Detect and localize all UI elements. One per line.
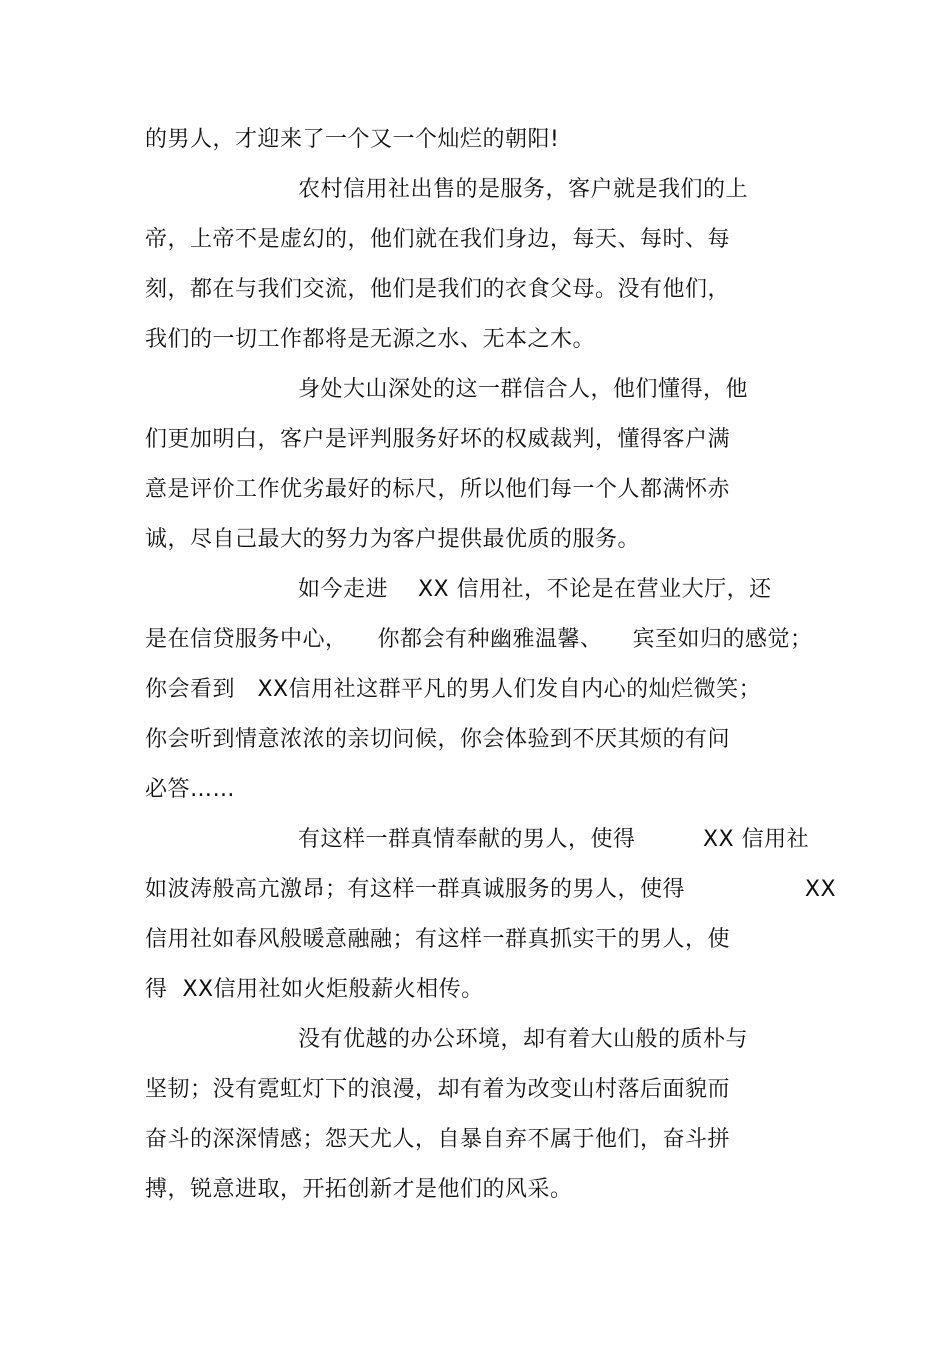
paragraph-first-line: 有这样一群真情奉献的男人，使得 XX 信用社 [298,827,810,852]
text-line: 信用社如春风般暖意融融；有这样一群真抓实干的男人，使 [145,927,731,952]
text-line: 必答…… [145,777,236,802]
paragraph-first-line: 如今走进 XX 信用社，不论是在营业大厅，还 [298,577,772,602]
text-line: 搏，锐意进取，开拓创新才是他们的风采。 [145,1177,573,1202]
text-line: 奋斗的深深情感；怨天尤人，自暴自弃不属于他们，奋斗拼 [145,1127,731,1152]
text-line: 你会看到 XX信用社这群平凡的男人们发自内心的灿烂微笑； [145,677,762,702]
text-line: 得 XX信用社如火炬般薪火相传。 [145,977,484,1002]
paragraph-first-line: 农村信用社出售的是服务，客户就是我们的上 [298,177,749,202]
text-line: 诚，尽自己最大的努力为客户提供最优质的服务。 [145,527,641,552]
paragraph-first-line: 没有优越的办公环境，却有着大山般的质朴与 [298,1027,749,1052]
paragraph-first-line: 身处大山深处的这一群信合人，他们懂得，他 [298,377,749,402]
text-line: 你会听到情意浓浓的亲切问候，你会体验到不厌其烦的有问 [145,727,731,752]
text-line: 帝，上帝不是虚幻的，他们就在我们身边，每天、每时、每 [145,227,731,252]
text-line: 如波涛般高亢激昂；有这样一群真诚服务的男人，使得 XX [145,877,837,902]
text-line: 的男人，才迎来了一个又一个灿烂的朝阳! [145,127,560,152]
text-line: 们更加明白，客户是评判服务好坏的权威裁判，懂得客户满 [145,427,731,452]
text-line: 我们的一切工作都将是无源之水、无本之木。 [145,327,596,352]
text-line: 意是评价工作优劣最好的标尺，所以他们每一个人都满怀赤 [145,477,731,502]
text-line: 是在信贷服务中心， 你都会有种幽雅温馨、 宾至如归的感觉； [145,627,813,652]
text-line: 刻，都在与我们交流，他们是我们的衣食父母。没有他们， [145,277,731,302]
text-line: 坚韧；没有霓虹灯下的浪漫，却有着为改变山村落后面貌而 [145,1077,731,1102]
